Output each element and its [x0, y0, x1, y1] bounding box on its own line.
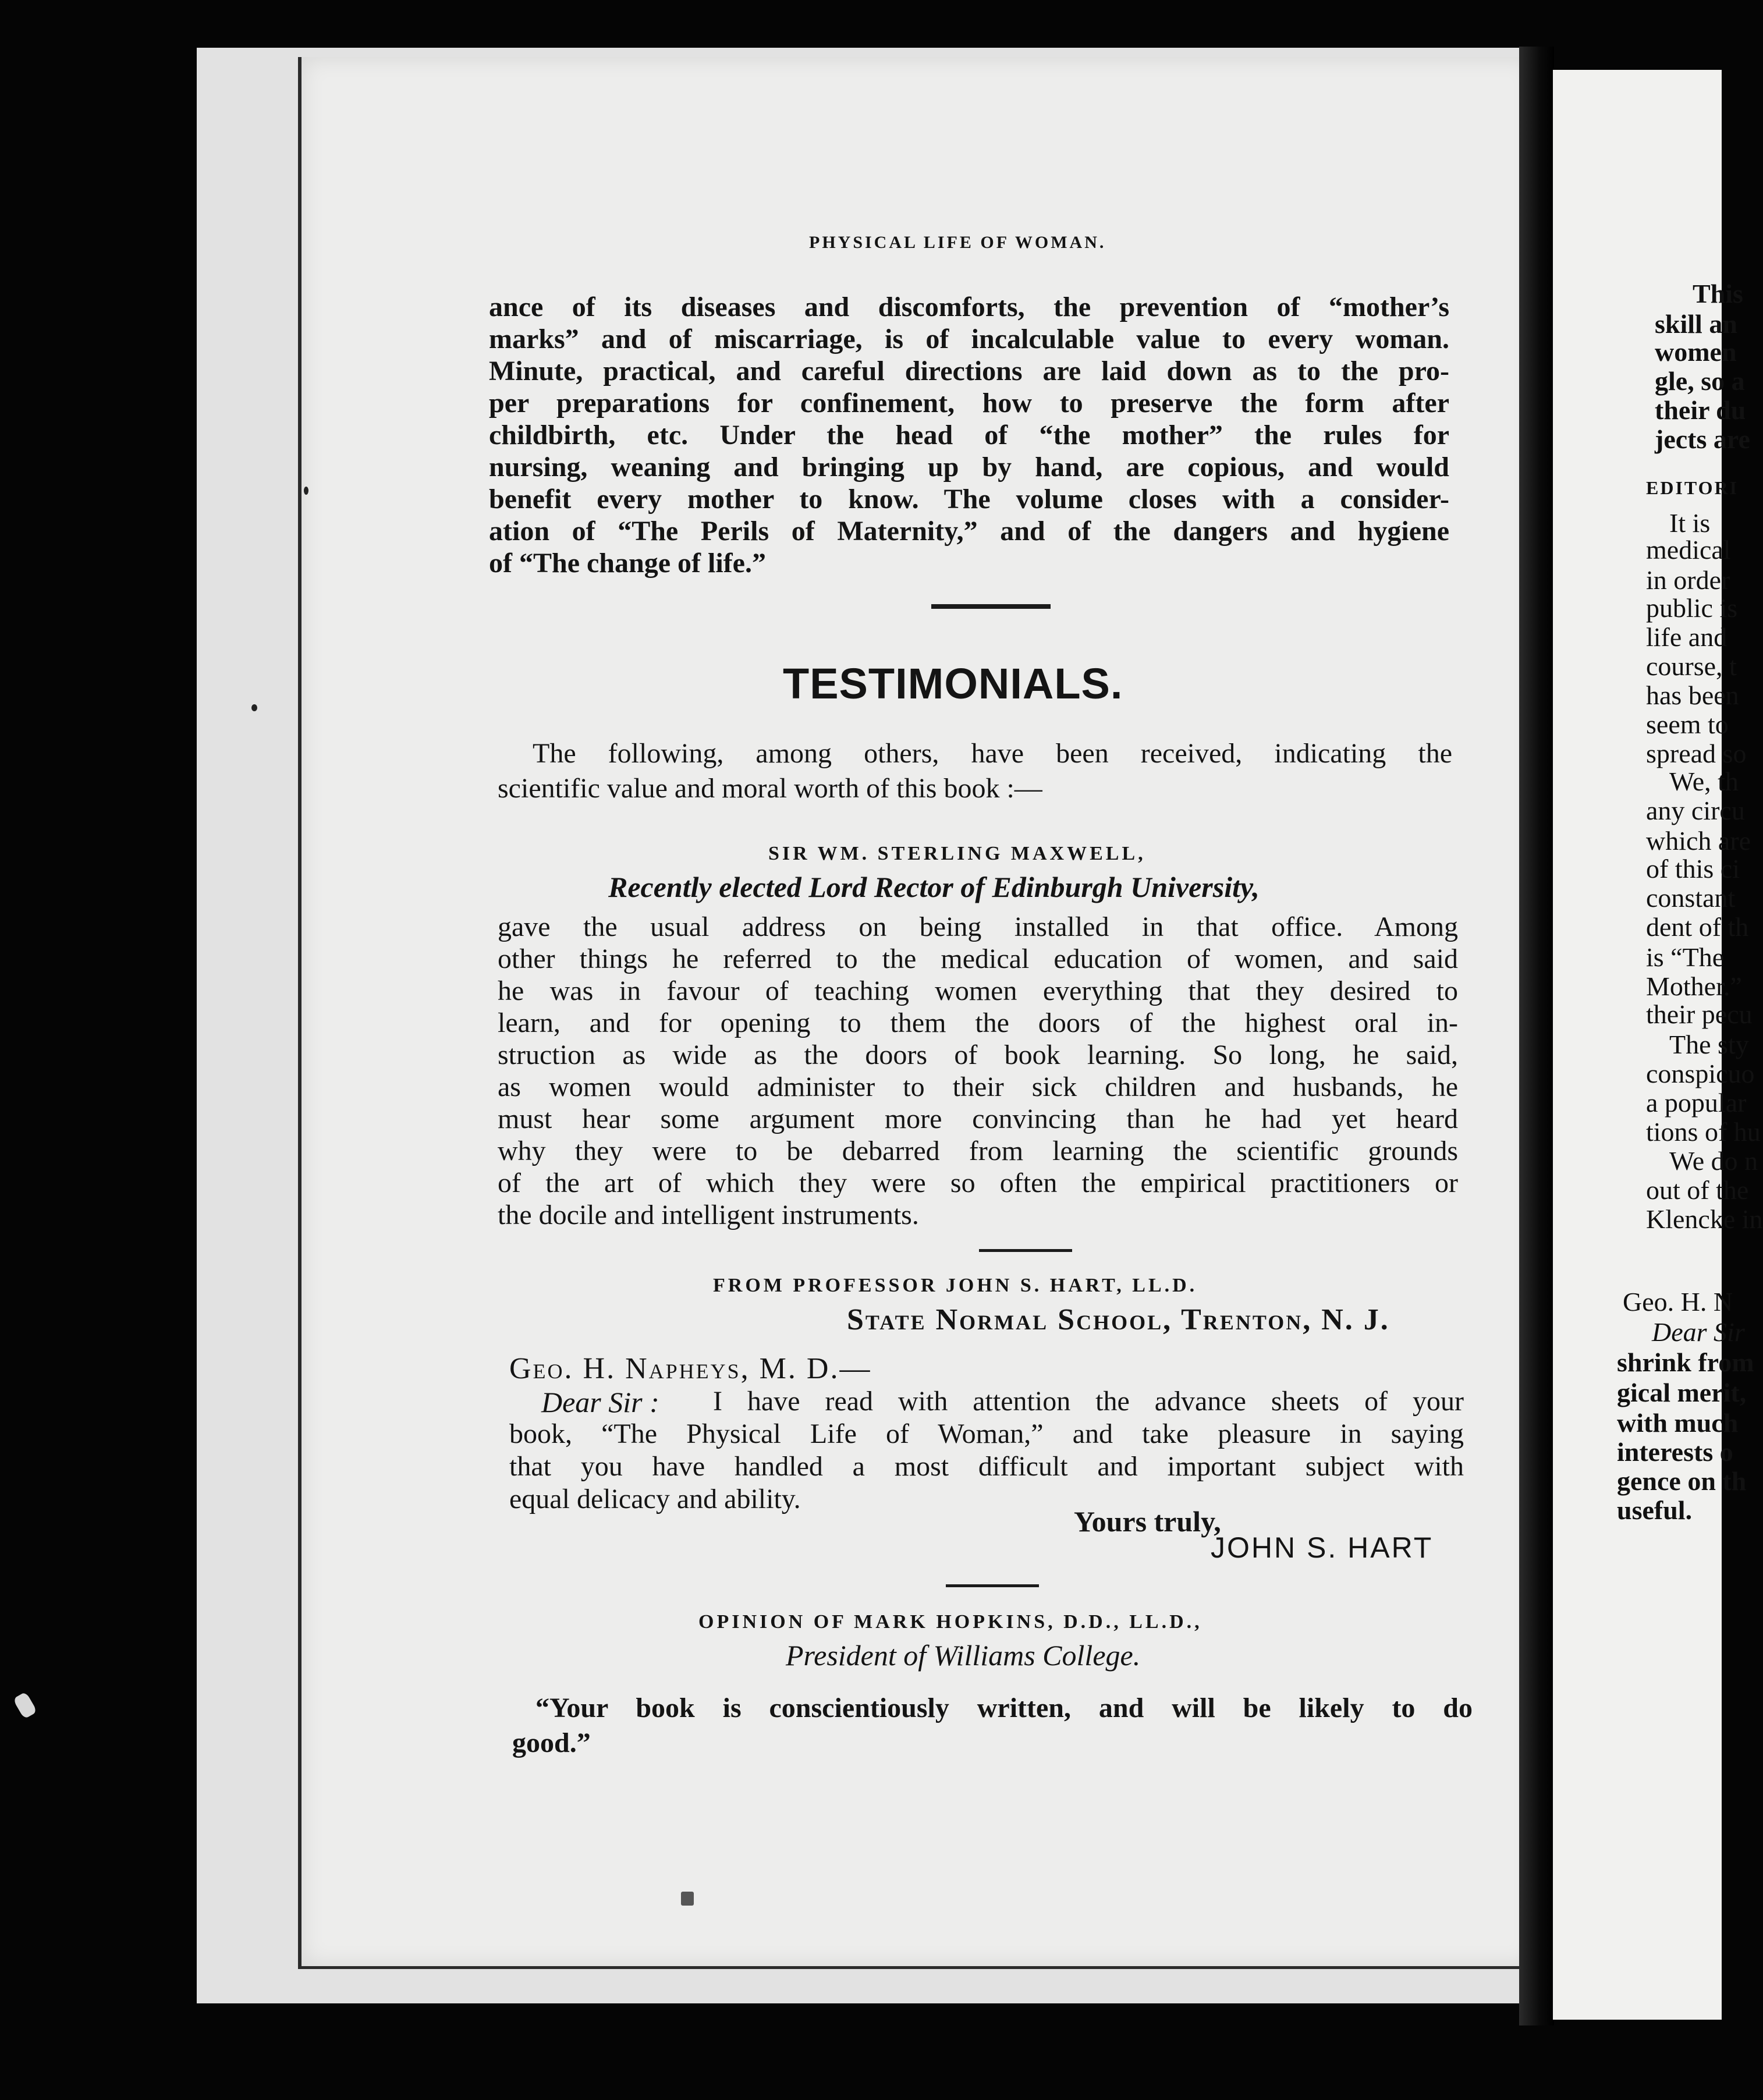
- hopkins-title: President of Williams College.: [786, 1639, 1141, 1672]
- facing-page-text: Klencke in: [1646, 1204, 1763, 1234]
- maxwell-paragraph: [498, 911, 1458, 1231]
- facing-page-text: constant: [1646, 883, 1736, 913]
- facing-page-text: gle, so a: [1655, 366, 1745, 396]
- maxwell-title: Recently elected Lord Rector of Edinburgh University,: [608, 871, 1260, 903]
- facing-page-text: We do n: [1669, 1146, 1758, 1176]
- text-line: of “The change of life.”: [489, 548, 766, 579]
- facing-page-text: dent of th: [1646, 912, 1749, 942]
- text-line: childbirth, etc. Under the head of “the mother” the rules for: [489, 420, 1449, 450]
- hart-school: State Normal School, Trenton, N. J.: [847, 1303, 1390, 1336]
- text-line: per preparations for confinement, how to preserve the form after: [489, 388, 1449, 418]
- facing-page-text: with much: [1617, 1408, 1739, 1438]
- hart-salutation: Dear Sir :: [541, 1386, 659, 1418]
- divider-rule-2: [946, 1584, 1039, 1587]
- text-line: he was in favour of teaching women everything that they desired to: [498, 975, 1458, 1006]
- facing-page-text: jects are: [1655, 424, 1750, 454]
- section-divider: [931, 604, 1051, 609]
- scan-speck: [304, 487, 308, 495]
- facing-page-text: This: [1693, 279, 1743, 308]
- divider-rule: [979, 1249, 1072, 1252]
- facing-page-text: seem to: [1646, 710, 1729, 739]
- scan-speck: [251, 704, 257, 711]
- facing-page-text: gical merit,: [1617, 1378, 1747, 1407]
- hart-signature: JOHN S. HART: [1211, 1531, 1434, 1564]
- lead-paragraph: [498, 736, 1452, 806]
- text-line: why they were to be debarred from learning the scientific grounds: [498, 1136, 1458, 1166]
- hart-letter: [509, 1385, 1464, 1516]
- hart-closing: Yours truly,: [1074, 1505, 1221, 1538]
- facing-page-text: life and: [1646, 622, 1727, 652]
- text-line: scientific value and moral worth of this book :—: [498, 773, 1042, 804]
- intro-paragraph: [489, 291, 1449, 579]
- text-line: struction as wide as the doors of book learning. So long, he said,: [498, 1040, 1458, 1070]
- text-line: marks” and of miscarriage, is of incalculable value to every woman.: [489, 324, 1449, 354]
- facing-page-text: in order: [1646, 565, 1730, 595]
- hart-from: FROM PROFESSOR JOHN S. HART, LL.D.: [713, 1275, 1198, 1296]
- facing-page-text: We, th: [1669, 767, 1739, 796]
- text-line: gave the usual address on being installed in that office. Among: [498, 911, 1458, 942]
- facing-page-text: interests o: [1617, 1437, 1733, 1467]
- facing-page-fragment: [1553, 70, 1763, 2020]
- facing-page-text: their du: [1655, 395, 1746, 425]
- book-gutter: [1519, 47, 1554, 2025]
- section-heading: TESTIMONIALS.: [783, 659, 1123, 708]
- text-line: The following, among others, have been received, indicating the: [533, 738, 1452, 769]
- facing-page-text: has been: [1646, 680, 1739, 710]
- facing-page-text: a popular: [1646, 1088, 1747, 1118]
- facing-page-text: conspicuo: [1646, 1059, 1755, 1088]
- scan-speck: [13, 1691, 38, 1719]
- text-line: equal delicacy and ability.: [509, 1484, 801, 1514]
- facing-page-text: skill an: [1655, 309, 1737, 339]
- facing-page-text: shrink from: [1617, 1347, 1754, 1377]
- text-line: ation of “The Perils of Maternity,” and of the dangers and hygiene: [489, 516, 1449, 547]
- text-line: I have read with attention the advance sheets of your: [713, 1386, 1464, 1417]
- text-line: other things he referred to the medical education of women, and said: [498, 943, 1458, 974]
- text-line: must hear some argument more convincing than he had yet heard: [498, 1104, 1458, 1134]
- text-line: ance of its diseases and discomforts, the prevention of “mother’s: [489, 292, 1449, 322]
- facing-page-text: course, t: [1646, 651, 1737, 681]
- text-line: “Your book is conscientiously written, and will be likely to do: [535, 1693, 1473, 1723]
- text-line: as women would administer to their sick children and husbands, he: [498, 1072, 1458, 1102]
- facing-page-text: It is: [1669, 508, 1711, 538]
- hart-addressee: Geo. H. Napheys, M. D.—: [509, 1352, 872, 1385]
- text-line: good.”: [512, 1727, 591, 1758]
- facing-page-text: The sty: [1669, 1030, 1749, 1059]
- running-head: PHYSICAL LIFE OF WOMAN.: [809, 233, 1106, 252]
- facing-page-text: spread so: [1646, 739, 1747, 768]
- facing-page-text: Mother.”: [1646, 971, 1742, 1001]
- facing-page-text: which are: [1646, 826, 1751, 856]
- text-line: the docile and intelligent instruments.: [498, 1200, 919, 1230]
- facing-page-text: women: [1655, 337, 1737, 367]
- text-line: Minute, practical, and careful directions are laid down as to the pro-: [489, 356, 1449, 386]
- text-line: learn, and for opening to them the doors of the highest oral in-: [498, 1008, 1458, 1038]
- text-line: that you have handled a most difficult and important subject with: [509, 1451, 1464, 1482]
- facing-page-text: public is: [1646, 593, 1738, 623]
- text-line: of the art of which they were so often the empirical practitioners or: [498, 1168, 1458, 1198]
- text-line: book, “The Physical Life of Woman,” and take pleasure in saying: [509, 1418, 1464, 1449]
- text-line: benefit every mother to know. The volume closes with a consider-: [489, 484, 1449, 515]
- facing-page-text: out of the: [1646, 1175, 1749, 1205]
- facing-page-text: gence on th: [1617, 1466, 1747, 1496]
- facing-page-text: medical: [1646, 535, 1731, 565]
- hopkins-opinion: OPINION OF MARK HOPKINS, D.D., LL.D.,: [698, 1611, 1202, 1633]
- facing-page-text: tions of hu: [1646, 1117, 1761, 1147]
- facing-page-text: Geo. H. N: [1623, 1287, 1733, 1317]
- facing-page-text: of this ci: [1646, 854, 1740, 884]
- facing-page-text: Dear Sir: [1652, 1317, 1745, 1347]
- facing-page-text: their pecu: [1646, 999, 1753, 1029]
- facing-page-text: any circu: [1646, 796, 1745, 825]
- text-line: nursing, weaning and bringing up by hand, are copious, and would: [489, 452, 1449, 483]
- hopkins-quote: [512, 1691, 1473, 1761]
- facing-page-text: is “The: [1646, 942, 1725, 972]
- facing-page-text: EDITORI: [1646, 477, 1739, 498]
- maxwell-name: SIR WM. STERLING MAXWELL,: [768, 843, 1146, 864]
- facing-page-text: useful.: [1617, 1495, 1693, 1525]
- scan-speck: [681, 1892, 694, 1906]
